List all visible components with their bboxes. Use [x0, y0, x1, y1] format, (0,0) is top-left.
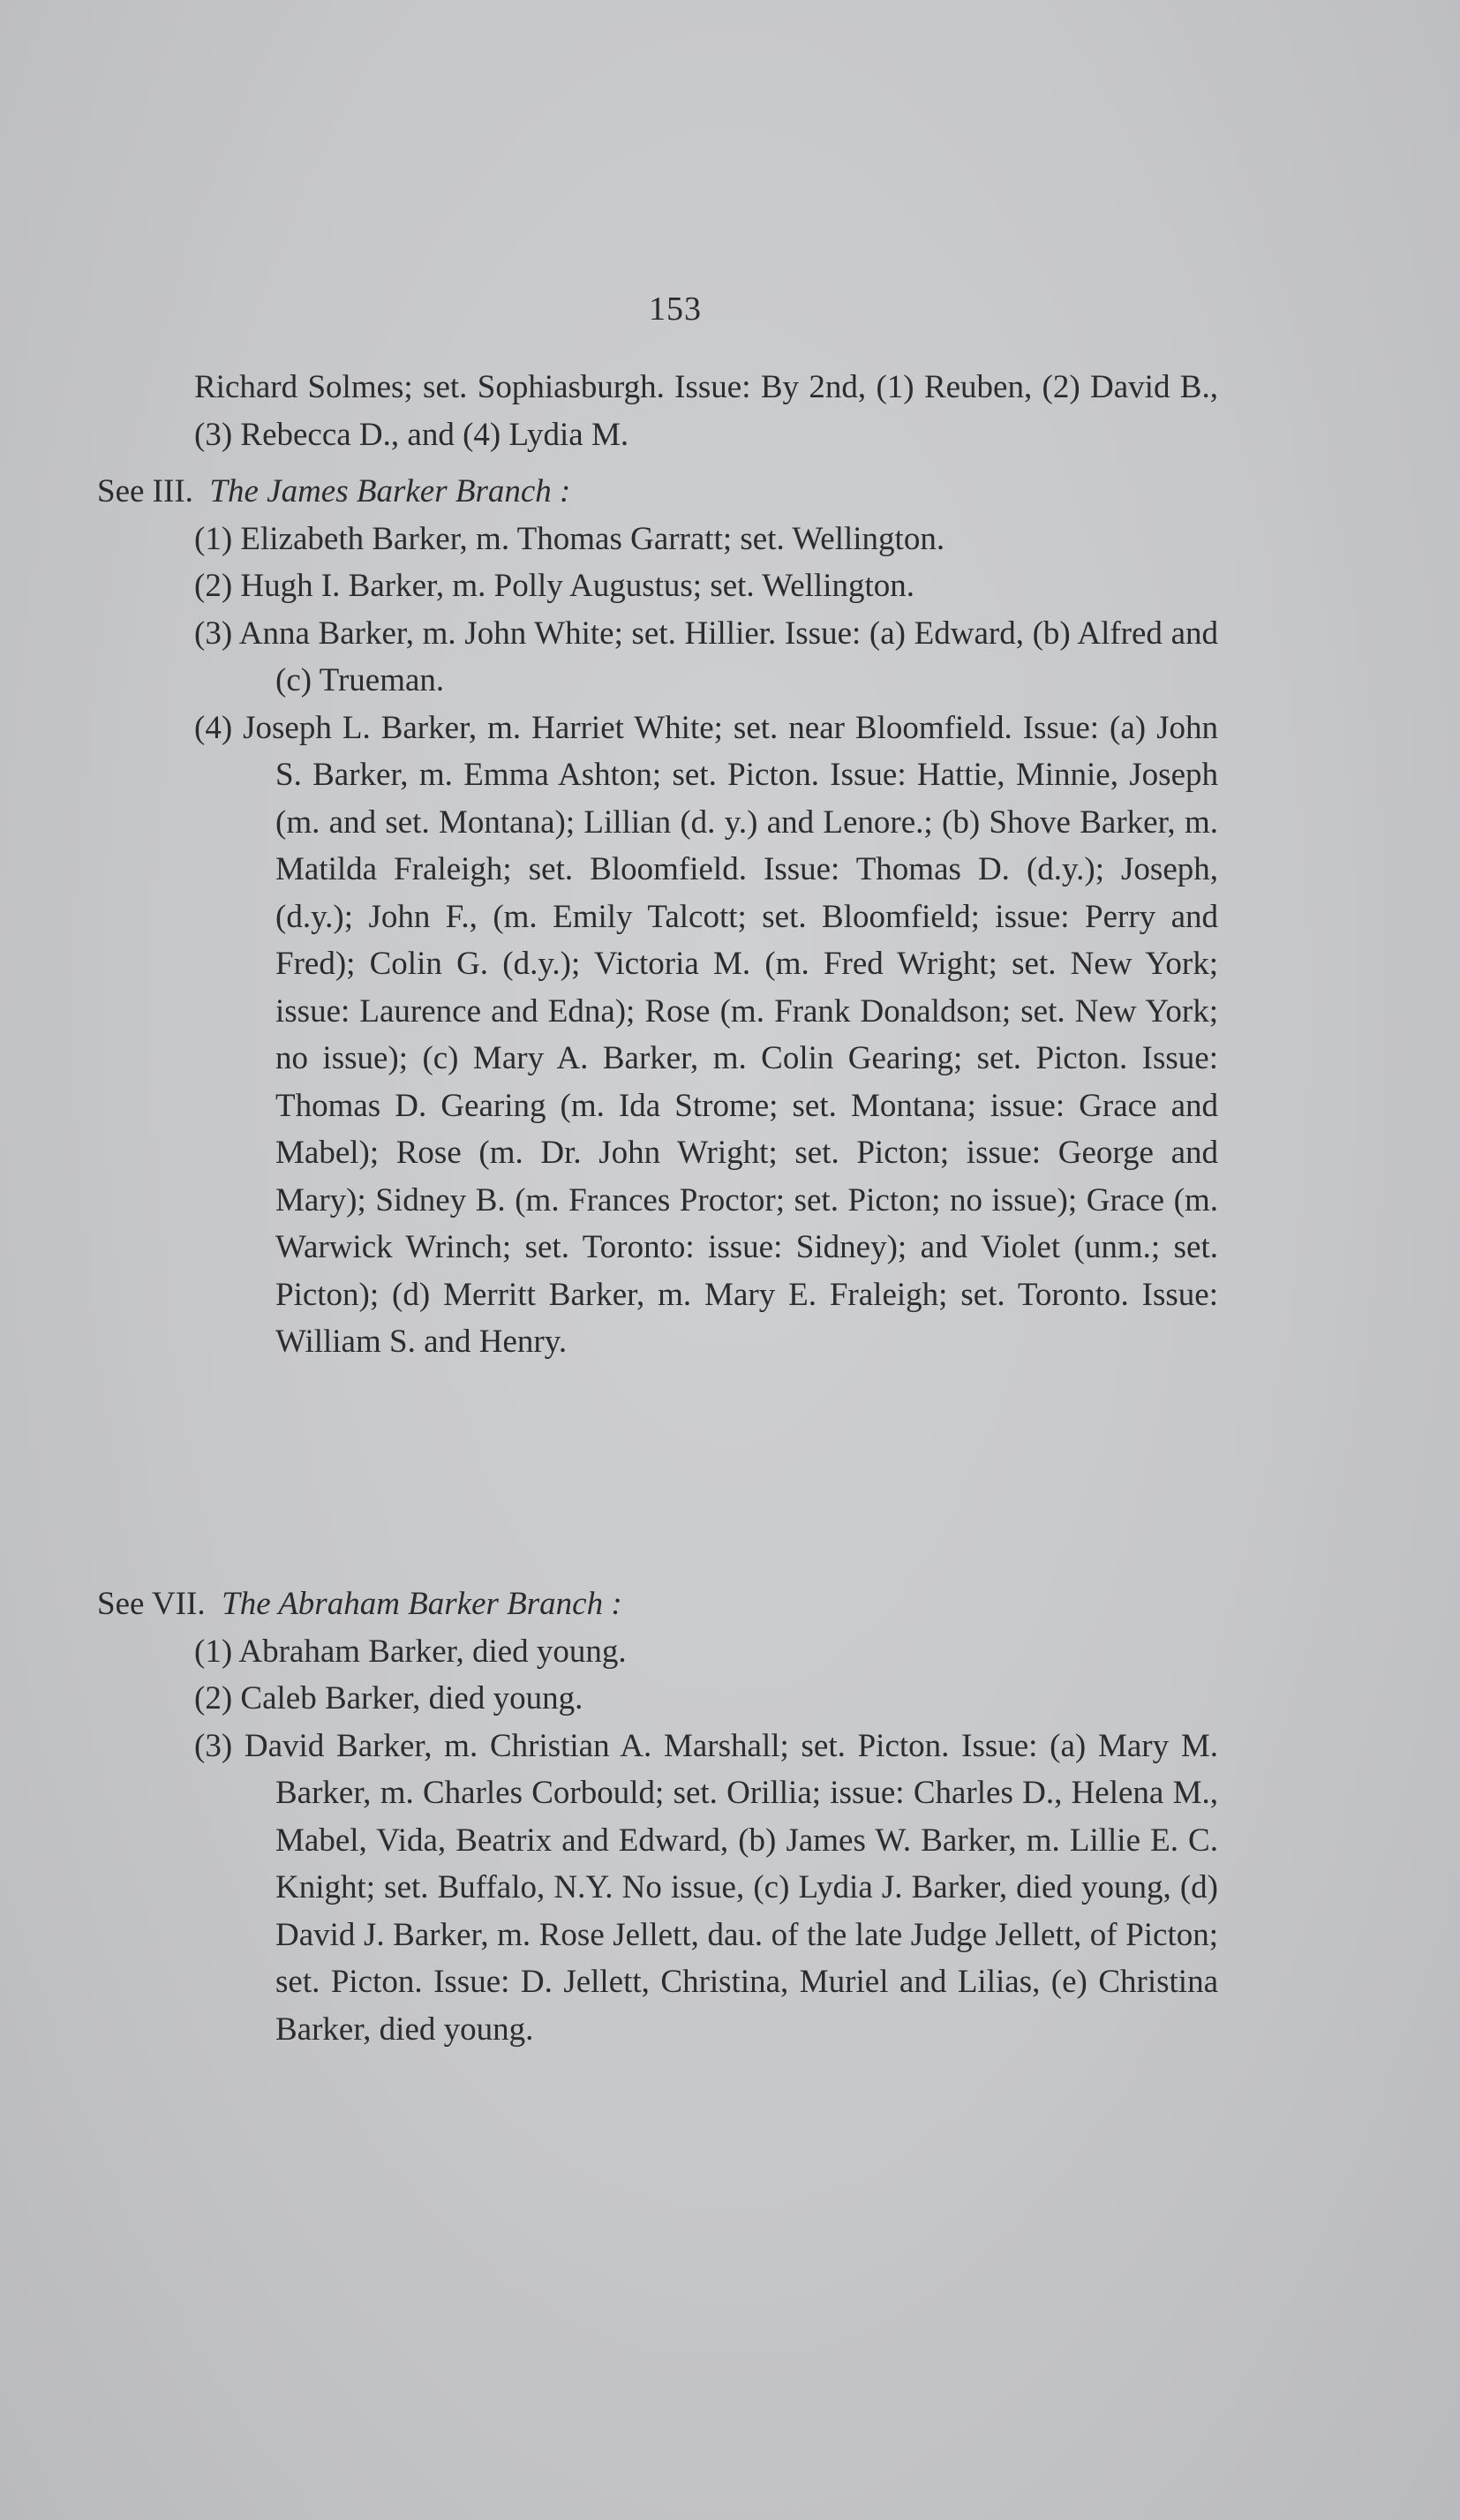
- list-item: (1) Abraham Barker, died young.: [194, 1633, 627, 1670]
- section-abraham-barker-branch: [97, 1581, 1218, 2053]
- entry-list: [97, 516, 1218, 1366]
- list-item: (1) Elizabeth Barker, m. Thomas Garratt; set. Wellington.: [194, 520, 945, 557]
- section-heading: [97, 468, 1218, 516]
- section-ref: See VII.: [97, 1586, 206, 1622]
- list-item: (2) Hugh I. Barker, m. Polly Augustus; set. Wellington.: [194, 568, 915, 604]
- continuation-paragraph: Richard Solmes; set. Sophiasburgh. Issue: By 2nd, (1) Reuben, (2) David B., (3) Rebecca D., and (4) Lydia M.: [194, 369, 1218, 453]
- list-item: (3) David Barker, m. Christian A. Marshall; set. Picton. Issue: (a) Mary M. Barker, m. Charles Corbould; set. Orillia; issue: Charles D., Helena M., Mabel, Vida, Beatrix and Edward, (b) James W. Barker, m. Lillie E. C. Knight; set. Buffalo, N.Y. No issue, (c) Lydia J. Barker, died young, (d) David J. Barker, m. Rose Jellett, dau. of the late Judge Jellett, of Picton; set. Picton. Issue: D. Jellett, Christina, Muriel and Lilias, (e) Christina Barker, died young.: [194, 1727, 1218, 2048]
- entry-list: [97, 1628, 1218, 2054]
- page-number: 153: [649, 290, 702, 328]
- section-title: The James Barker Branch :: [209, 473, 571, 509]
- section-james-barker-branch: [97, 468, 1218, 1366]
- section-heading: [97, 1581, 1218, 1628]
- section-title: The Abraham Barker Branch :: [222, 1586, 622, 1622]
- list-item: (3) Anna Barker, m. John White; set. Hillier. Issue: (a) Edward, (b) Alfred and (c) Trueman.: [194, 615, 1218, 698]
- list-item: (2) Caleb Barker, died young.: [194, 1680, 583, 1716]
- list-item: (4) Joseph L. Barker, m. Harriet White; set. near Bloomfield. Issue: (a) John S. Barker, m. Emma Ashton; set. Picton. Issue: Hattie, Minnie, Joseph (m. and set. Montana); Lillian (d. y.) and Lenore.; (b) Shove Barker, m. Matilda Fraleigh; set. Bloomfield. Issue: Thomas D. (d.y.); Joseph, (d.y.); John F., (m. Emily Talcott; set. Bloomfield; issue: Perry and Fred); Colin G. (d.y.); Victoria M. (m. Fred Wright; set. New York; issue: Laurence and Edna); Rose (m. Frank Donaldson; set. New York; no issue); (c) Mary A. Barker, m. Colin Gearing; set. Picton. Issue: Thomas D. Gearing (m. Ida Strome; set. Montana; issue: Grace and Mabel); Rose (m. Dr. John Wright; set. Picton; issue: George and Mary); Sidney B. (m. Frances Proctor; set. Picton; no issue); Grace (m. Warwick Wrinch; set. Toronto: issue: Sidney); and Violet (unm.; set. Picton); (d) Merritt Barker, m. Mary E. Fraleigh; set. Toronto. Issue: William S. and Henry.: [194, 709, 1218, 1360]
- section-ref: See III.: [97, 473, 193, 509]
